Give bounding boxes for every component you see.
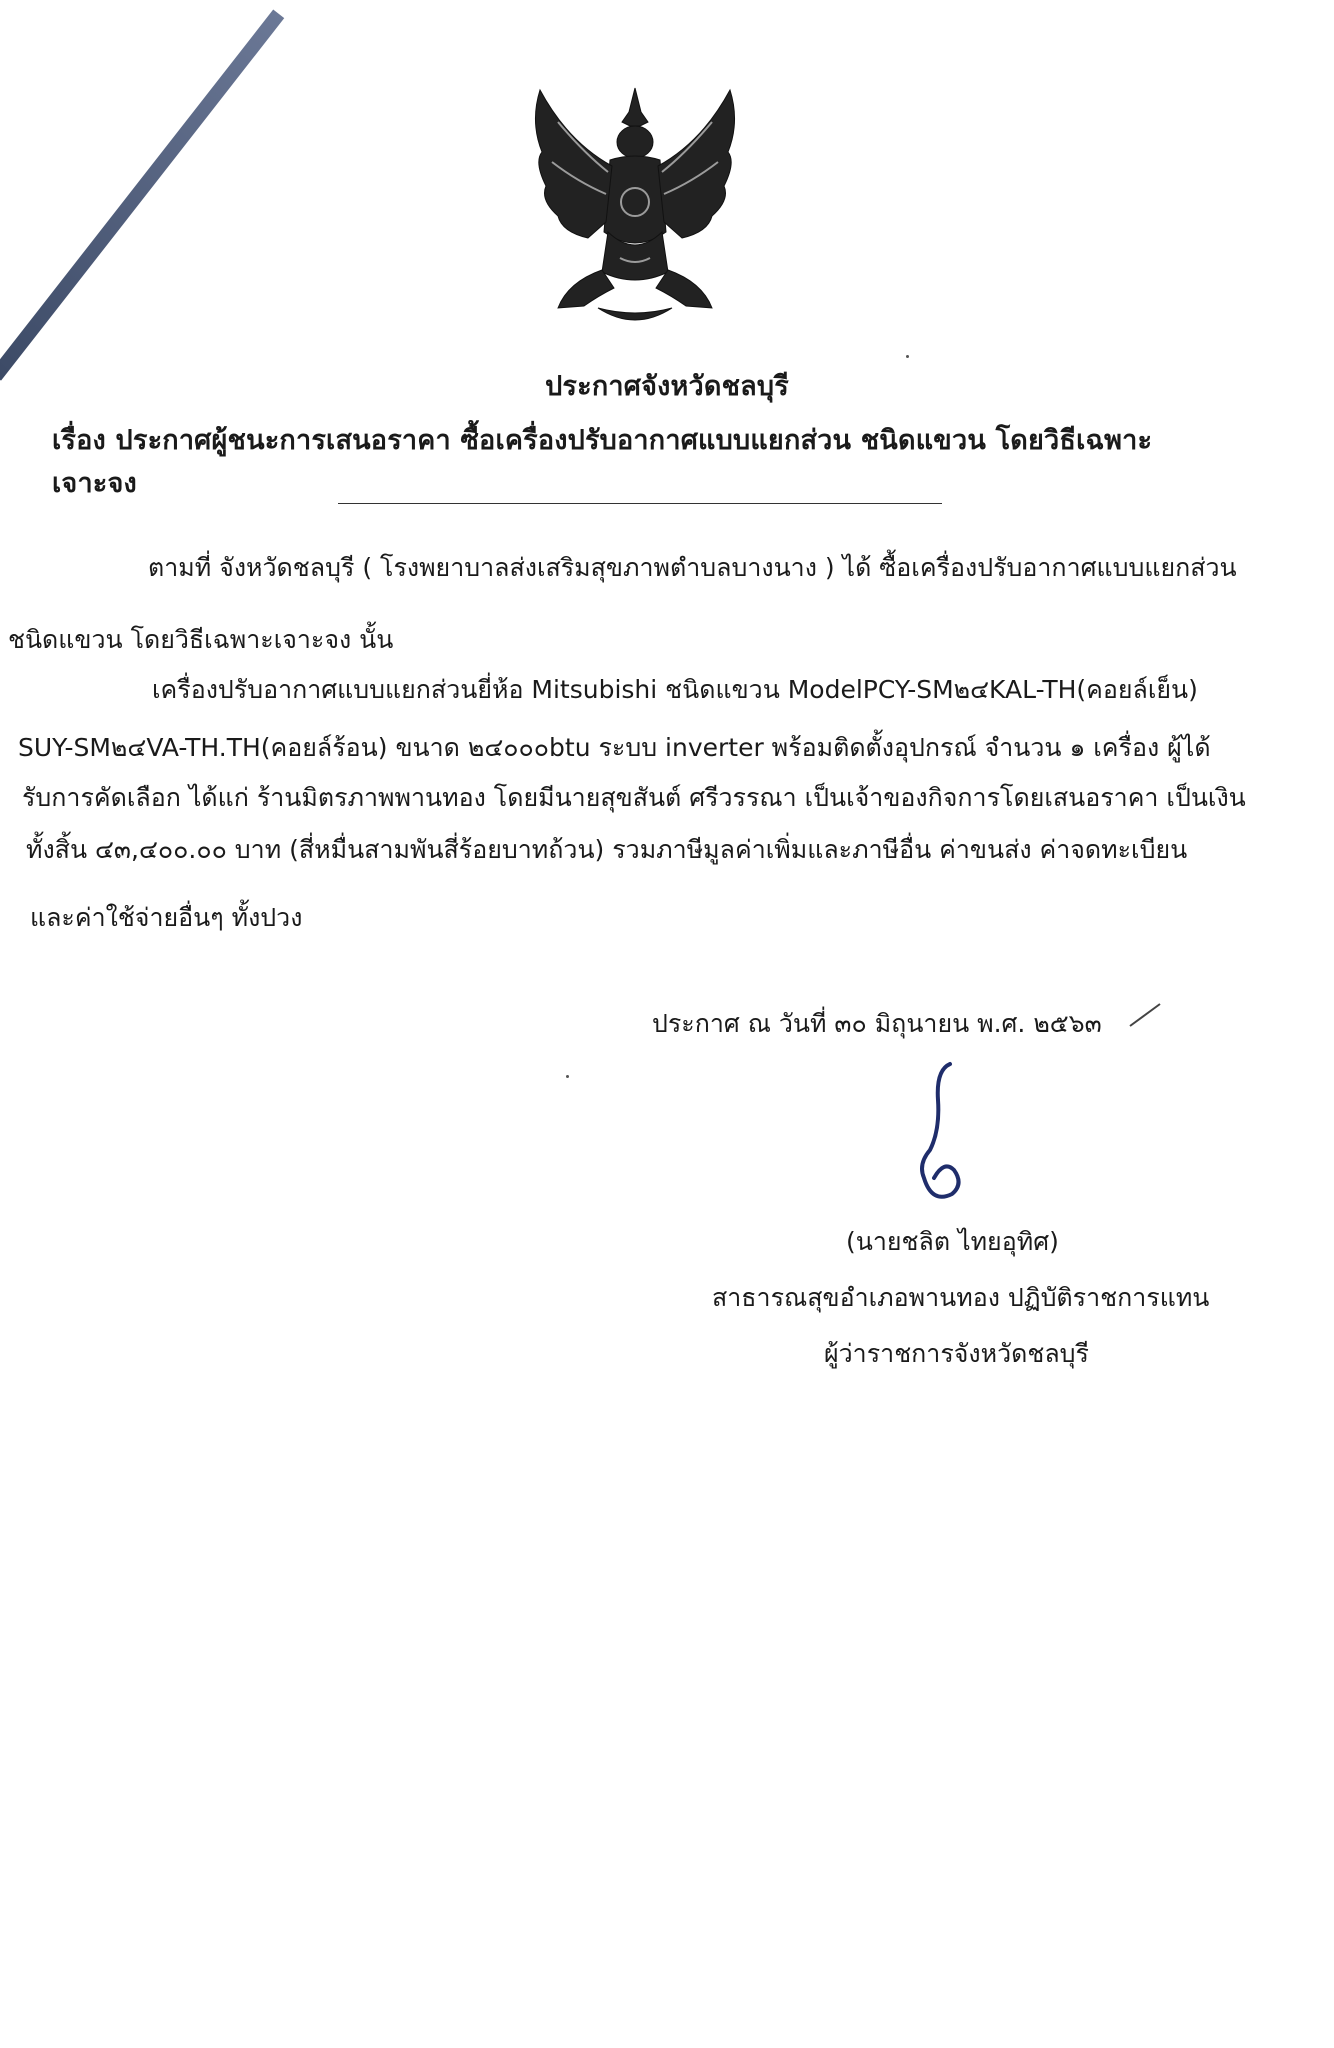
signer-name: (นายชลิต ไทยอุทิศ) [846, 1227, 1059, 1256]
date-tick-mark [1128, 1000, 1162, 1028]
paragraph-2-line-5: และค่าใช้จ่ายอื่นๆ ทั้งปวง [30, 903, 303, 932]
garuda-emblem-icon [528, 82, 742, 328]
signer-position: สาธารณสุขอำเภอพานทอง ปฏิบัติราชการแทน [712, 1283, 1210, 1312]
announcement-subject: เรื่อง ประกาศผู้ชนะการเสนอราคา ซื้อเครื่องปรับอากาศแบบแยกส่วน ชนิดแขวน โดยวิธีเฉพาะเจาะจง [52, 425, 1153, 499]
signature-icon [904, 1060, 968, 1210]
divider [338, 503, 942, 504]
announce-date: ประกาศ ณ วันที่ ๓๐ มิถุนายน พ.ศ. ๒๕๖๓ [652, 1009, 1102, 1038]
speck [566, 1075, 569, 1078]
announcement-title: ประกาศจังหวัดชลบุรี [545, 371, 789, 402]
paragraph-1-line-2: ชนิดแขวน โดยวิธีเฉพาะเจาะจง นั้น [8, 625, 394, 654]
paragraph-1-line-1: ตามที่ จังหวัดชลบุรี ( โรงพยาบาลส่งเสริมสุขภาพตำบลบางนาง ) ได้ ซื้อเครื่องปรับอากาศแบบแยกส่วน [148, 553, 1237, 582]
signer-title: ผู้ว่าราชการจังหวัดชลบุรี [824, 1339, 1089, 1368]
corner-shadow [0, 10, 284, 381]
speck [906, 355, 909, 358]
paragraph-2-line-4: ทั้งสิ้น ๔๓,๔๐๐.๐๐ บาท (สี่หมื่นสามพันสี่ร้อยบาทถ้วน) รวมภาษีมูลค่าเพิ่มและภาษีอื่น ค่าขนส่ง ค่าจดทะเบียน [26, 835, 1188, 864]
paragraph-2-line-3: รับการคัดเลือก ได้แก่ ร้านมิตรภาพพานทอง โดยมีนายสุขสันต์ ศรีวรรณา เป็นเจ้าของกิจการโดยเสนอราคา เป็นเงิน [22, 783, 1246, 812]
paragraph-2-line-1: เครื่องปรับอากาศแบบแยกส่วนยี่ห้อ Mitsubishi ชนิดแขวน ModelPCY-SM๒๔KAL-TH(คอยล์เย็น) [152, 675, 1198, 704]
paragraph-2-line-2: SUY-SM๒๔VA-TH.TH(คอยล์ร้อน) ขนาด ๒๔๐๐๐btu ระบบ inverter พร้อมติดตั้งอุปกรณ์ จำนวน ๑ เครื่อง ผู้ได้ [18, 733, 1211, 762]
